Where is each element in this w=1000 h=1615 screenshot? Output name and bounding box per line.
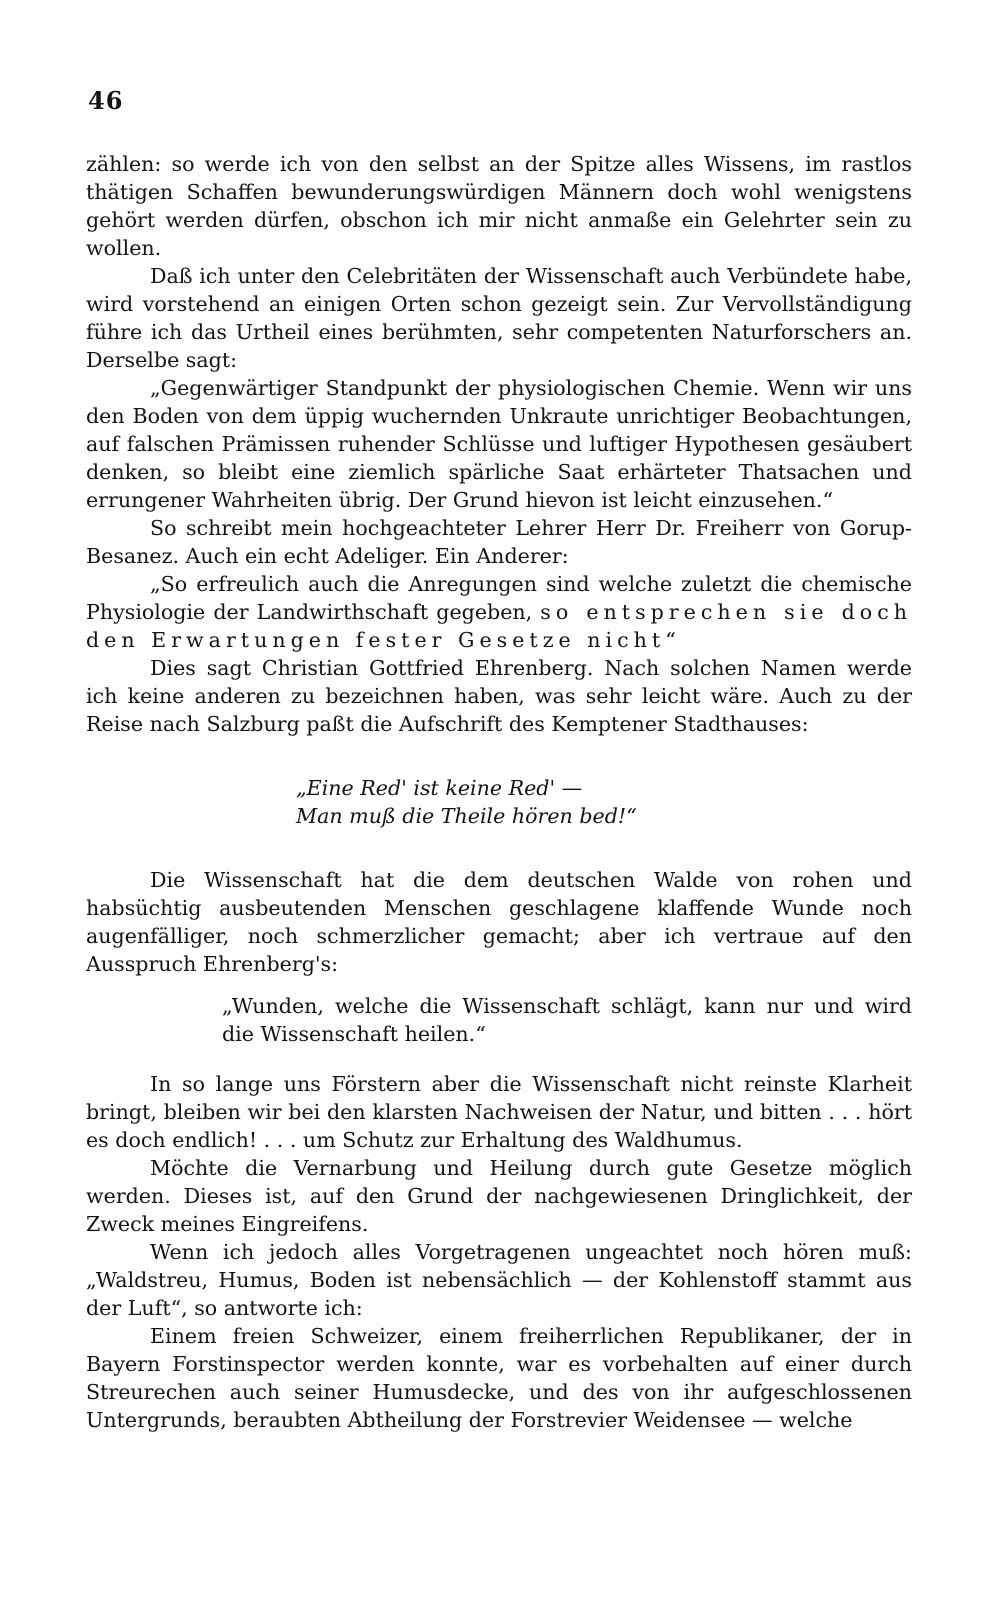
paragraph-11: Einem freien Schweizer, einem freiherrlichen Republikaner, der in Bayern Forstinspector werden konnte, war es vorbehalten auf einer durch Streurechen auch seiner Humusdecke, und des von ihr aufgeschlossenen Untergrunds, beraubten Abtheilung der Forstrevier Weidensee — welche: [86, 1324, 912, 1432]
indented-quote: „Wunden, welche die Wissenschaft schlägt, kann nur und wird die Wissenschaft heilen.“: [222, 994, 912, 1046]
page-number: 46: [88, 86, 124, 115]
paragraph-4: So schreibt mein hochgeachteter Lehrer Herr Dr. Freiherr von Gorup-Besanez. Auch ein echt Adeliger. Ein Anderer:: [86, 516, 912, 568]
paragraph-8: In so lange uns Förstern aber die Wissenschaft nicht reinste Klarheit bringt, bleiben wir bei den klarsten Nachweisen der Natur, und bitten . . . hört es doch endlich! . . . um Schutz zur Erhaltung des Waldhumus.: [86, 1072, 912, 1152]
verse-line-2: Man muß die Theile hören bed!“: [296, 804, 637, 828]
paragraph-6: Dies sagt Christian Gottfried Ehrenberg. Nach solchen Namen werde ich keine anderen zu bezeichnen haben, was sehr leicht wäre. Auch zu der Reise nach Salzburg paßt die Aufschrift des Kemptener Stadthauses:: [86, 656, 912, 736]
body-text: [86, 150, 912, 1434]
verse-line-1: „Eine Red' ist keine Red' —: [296, 776, 583, 800]
paragraph-5-quote: [86, 570, 912, 654]
verse-block: [296, 774, 912, 830]
paragraph-9: Möchte die Vernarbung und Heilung durch gute Gesetze möglich werden. Dieses ist, auf den Grund der nachgewiesenen Dringlichkeit, der Zweck meines Eingreifens.: [86, 1156, 912, 1236]
paragraph-7: Die Wissenschaft hat die dem deutschen Walde von rohen und habsüchtig ausbeutenden Menschen geschlagene klaffende Wunde noch augenfälliger, noch schmerzlicher gemacht; aber ich vertraue auf den Ausspruch Ehrenberg's:: [86, 868, 912, 976]
paragraph-3-quote: „Gegenwärtiger Standpunkt der physiologischen Chemie. Wenn wir uns den Boden von dem üppig wuchernden Unkraute unrichtiger Beobachtungen, auf falschen Prämissen ruhender Schlüsse und luftiger Hypothesen gesäubert denken, so bleibt eine ziemlich spärliche Saat erhärteter Thatsachen und errungener Wahrheiten übrig. Der Grund hievon ist leicht einzusehen.“: [86, 376, 912, 512]
paragraph-2: Daß ich unter den Celebritäten der Wissenschaft auch Verbündete habe, wird vorstehend an einigen Orten schon gezeigt sein. Zur Vervollständigung führe ich das Urtheil eines berühmten, sehr competenten Naturforschers an. Derselbe sagt:: [86, 264, 912, 372]
paragraph-10: Wenn ich jedoch alles Vorgetragenen ungeachtet noch hören muß: „Waldstreu, Humus, Boden ist nebensächlich — der Kohlenstoff stammt aus der Luft“, so antworte ich:: [86, 1240, 912, 1320]
paragraph-1: zählen: so werde ich von den selbst an der Spitze alles Wissens, im rastlos thätigen Schaffen bewunderungswürdigen Männern doch wohl wenigstens gehört werden dürfen, obschon ich mir nicht anmaße ein Gelehrter sein zu wollen.: [86, 152, 912, 260]
paragraph-5-emphasis: so entsprechen sie doch den Erwartungen fester Gesetze nicht“: [86, 600, 912, 652]
paragraph-5-text: „So erfreulich auch die Anregungen sind welche zuletzt die chemische Physiologie der Landwirthschaft gegeben,: [86, 572, 912, 624]
